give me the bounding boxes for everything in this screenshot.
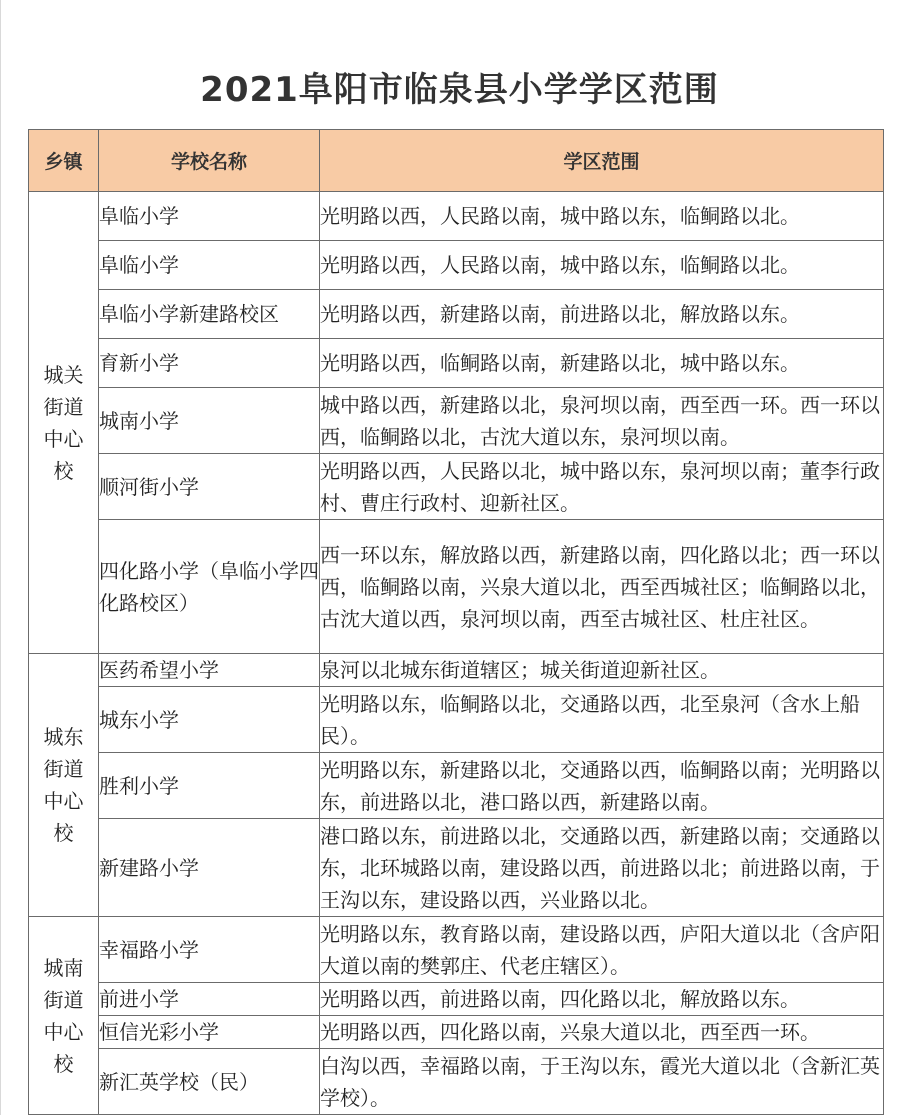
table-row — [29, 983, 884, 1016]
school-name: 城南小学 — [99, 388, 320, 454]
header-town: 乡镇 — [29, 130, 99, 192]
school-name: 胜利小学 — [99, 753, 320, 819]
table-row — [29, 687, 884, 753]
district-range: 城中路以西，新建路以北，泉河坝以南，西至西一环。西一环以西，临鲖路以北，古沈大道以东，泉河坝以南。 — [320, 388, 884, 454]
district-range: 光明路以西，人民路以北，城中路以东，泉河坝以南；董李行政村、曹庄行政村、迎新社区。 — [320, 454, 884, 520]
school-name: 城东小学 — [99, 687, 320, 753]
school-name: 育新小学 — [99, 339, 320, 388]
table-row — [29, 917, 884, 983]
district-range: 光明路以西，人民路以南，城中路以东，临鲖路以北。 — [320, 192, 884, 241]
table-row — [29, 192, 884, 241]
town-name: 城南街道中心校 — [43, 955, 84, 1076]
school-name: 阜临小学 — [99, 241, 320, 290]
district-range: 光明路以东，教育路以南，建设路以西，庐阳大道以北（含庐阳大道以南的樊郭庄、代老庄辖区）。 — [320, 917, 884, 983]
town-cell — [29, 654, 99, 917]
header-district-range: 学区范围 — [320, 130, 884, 192]
table-row — [29, 654, 884, 687]
table-row — [29, 290, 884, 339]
school-name: 新建路小学 — [99, 819, 320, 917]
school-name: 四化路小学（阜临小学四化路校区） — [99, 520, 320, 654]
school-name: 幸福路小学 — [99, 917, 320, 983]
table-row — [29, 388, 884, 454]
district-range: 西一环以东，解放路以西，新建路以南，四化路以北；西一环以西，临鲖路以南，兴泉大道以北，西至西城社区；临鲖路以北，古沈大道以西，泉河坝以南，西至古城社区、杜庄社区。 — [320, 520, 884, 654]
page-title: 2021阜阳市临泉县小学学区范围 — [200, 70, 719, 110]
district-range: 光明路以西，四化路以南，兴泉大道以北，西至西一环。 — [320, 1016, 884, 1049]
district-range: 光明路以西，人民路以南，城中路以东，临鲖路以北。 — [320, 241, 884, 290]
school-name: 新汇英学校（民） — [99, 1049, 320, 1115]
header-school-name: 学校名称 — [99, 130, 320, 192]
school-name: 医药希望小学 — [99, 654, 320, 687]
table-row — [29, 520, 884, 654]
district-range: 白沟以西，幸福路以南，于王沟以东，霞光大道以北（含新汇英学校）。 — [320, 1049, 884, 1115]
town-cell — [29, 917, 99, 1115]
town-cell — [29, 192, 99, 654]
table-row — [29, 1049, 884, 1115]
town-name: 城关街道中心校 — [43, 362, 84, 483]
table-row — [29, 241, 884, 290]
district-range: 光明路以东，临鲖路以北，交通路以西，北至泉河（含水上船民）。 — [320, 687, 884, 753]
table-row — [29, 339, 884, 388]
table-row — [29, 1016, 884, 1049]
table-row — [29, 753, 884, 819]
school-name: 顺河街小学 — [99, 454, 320, 520]
district-range: 光明路以西，新建路以南，前进路以北，解放路以东。 — [320, 290, 884, 339]
district-range: 光明路以西，前进路以南，四化路以北，解放路以东。 — [320, 983, 884, 1016]
school-name: 阜临小学新建路校区 — [99, 290, 320, 339]
school-name: 恒信光彩小学 — [99, 1016, 320, 1049]
school-district-table — [28, 129, 884, 1115]
table-header-row — [29, 130, 884, 192]
district-range: 光明路以西，临鲖路以南，新建路以北，城中路以东。 — [320, 339, 884, 388]
left-border-line — [0, 0, 1, 1115]
district-range: 泉河以北城东街道辖区；城关街道迎新社区。 — [320, 654, 884, 687]
school-name: 前进小学 — [99, 983, 320, 1016]
town-name: 城东街道中心校 — [43, 725, 84, 845]
table-row — [29, 454, 884, 520]
district-range: 港口路以东，前进路以北，交通路以西，新建路以南；交通路以东，北环城路以南，建设路以西，前进路以北；前进路以南，于王沟以东，建设路以西，兴业路以北。 — [320, 819, 884, 917]
table-row — [29, 819, 884, 917]
district-range: 光明路以东，新建路以北，交通路以西，临鲖路以南；光明路以东，前进路以北，港口路以西，新建路以南。 — [320, 753, 884, 819]
school-name: 阜临小学 — [99, 192, 320, 241]
